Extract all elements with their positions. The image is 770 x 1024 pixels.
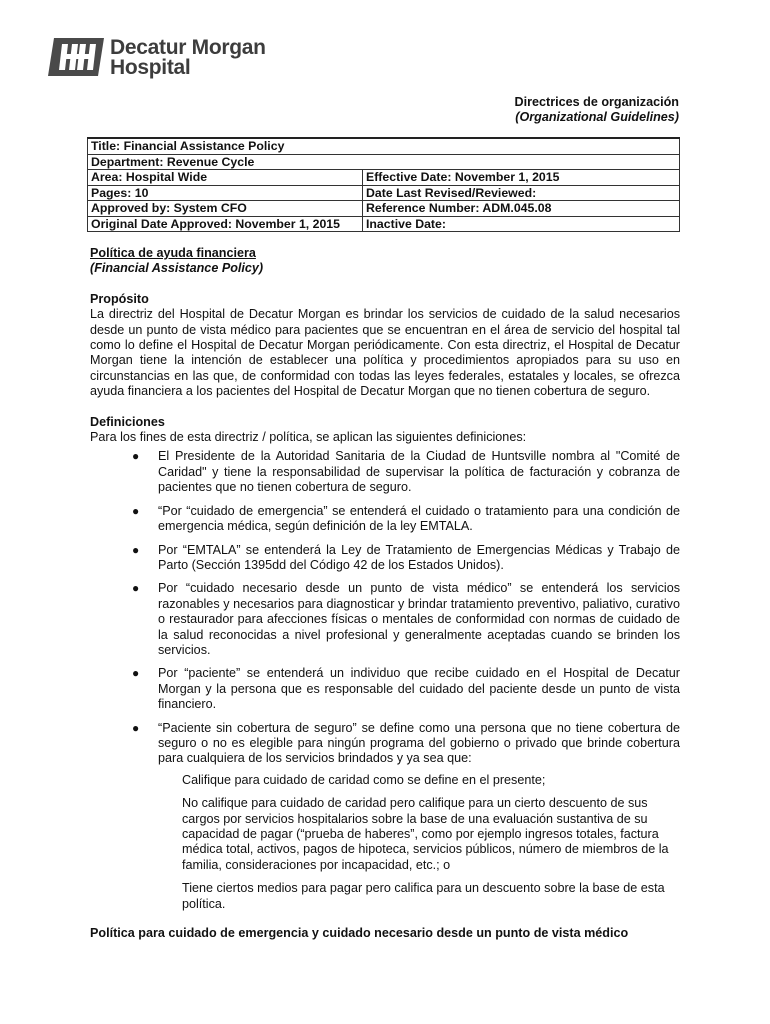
definition-item [132, 581, 680, 658]
policy-metadata-table [87, 137, 680, 232]
section-heading-emergency-care: Política para cuidado de emergencia y cuidado necesario desde un punto de vista médico [90, 926, 629, 941]
meta-department: Department: Revenue Cycle [88, 154, 680, 170]
definition-text: “Por “cuidado de emergencia” se entenderá el cuidado o tratamiento para una condición de emergencia médica, según definición de la ley EMTALA. [158, 503, 680, 534]
policy-title: Política de ayuda financiera [90, 246, 256, 260]
definitions-intro: Para los fines de esta directriz / política, se aplican las siguientes definiciones: [90, 430, 527, 445]
meta-reference-number: Reference Number: ADM.045.08 [363, 201, 680, 217]
policy-subtitle: (Financial Assistance Policy) [90, 261, 264, 276]
meta-effective-date: Effective Date: November 1, 2015 [363, 170, 680, 186]
meta-pages: Pages: 10 [88, 185, 363, 201]
definition-item [132, 542, 680, 574]
guidelines-title-es: Directrices de organización [514, 95, 679, 109]
purpose-paragraph: La directriz del Hospital de Decatur Morgan es brindar los servicios de cuidado de la salud necesarios desde un punto de vista médico para pacientes que se encuentran en el área de servicio del hospital tal como lo define el Hospital de Decatur Morgan periódicamente. Con esta directriz, el Hospital de Decatur Morgan tiene la intención de establecer una política y procedimientos apropiados para su uso en circunstancias en las que, de conformidad con todas las leyes federales, estatales y locales, se ofrezca ayuda financiera a los pacientes del Hospital de Decatur Morgan que no tienen cobertura de seguro. [90, 307, 680, 399]
meta-revised-date: Date Last Revised/Reviewed: [363, 185, 680, 201]
definition-text: Por “cuidado necesario desde un punto de vista médico” se entenderá los servicios razonables y necesarios para diagnosticar y brindar tratamiento preventivo, paliativo, curativo o restaurador para afecciones físicas o mentales de conformidad con normas de cuidado de la salud reconocidas a nivel profesional y generalmente aceptadas cuando se brinden los servicios. [158, 581, 680, 657]
logo-line-1: Decatur Morgan [110, 36, 266, 59]
bullet-icon: ● [132, 666, 140, 681]
definition-text: El Presidente de la Autoridad Sanitaria de la Ciudad de Huntsville nombra al "Comité de Caridad" y tiene la responsabilidad de supervisar la política de facturación y cobranza de pacientes que no tienen cobertura de seguro. [158, 449, 680, 495]
hospital-logo [48, 38, 308, 82]
guidelines-header [515, 95, 679, 126]
definition-text: “Paciente sin cobertura de seguro” se define como una persona que no tiene cobertura de seguro o no es elegible para ningún programa del gobierno o privado que brinde cobertura para cualquiera de los servicios brindados y ya sea que: [158, 720, 680, 766]
sub-item: No califique para cuidado de caridad pero califique para un cierto descuento de sus cargos por servicios hospitalarios sobre la base de una evaluación sustantiva de su capacidad de pagar (“prueba de haberes”, como por ejemplo ingresos totales, factura médica total, activos, pagos de hipoteca, servicios públicos, número de miembros de la familia, consideraciones por incapacidad, etc.; o [182, 796, 669, 872]
meta-original-date: Original Date Approved: November 1, 2015 [88, 216, 363, 232]
meta-area: Area: Hospital Wide [88, 170, 363, 186]
sub-item: Califique para cuidado de caridad como se define en el presente; [182, 772, 546, 787]
sub-item: Tiene ciertos medios para pagar pero califica para un descuento sobre la base de esta política. [182, 881, 665, 911]
bullet-icon: ● [132, 503, 140, 518]
definition-item [132, 503, 680, 535]
definitions-heading: Definiciones [90, 414, 165, 429]
definition-item [132, 666, 680, 712]
definition-text: Por “EMTALA” se entenderá la Ley de Tratamiento de Emergencias Médicas y Trabajo de Parto (Sección 1395dd del Código 42 de los Estados Unidos). [158, 542, 680, 572]
document-body [90, 246, 680, 941]
hospital-logo-icon [48, 38, 104, 76]
uninsured-sub-items [90, 773, 680, 912]
logo-line-2: Hospital [110, 56, 191, 79]
definitions-list [90, 449, 680, 766]
meta-approved-by: Approved by: System CFO [88, 201, 363, 217]
meta-inactive-date: Inactive Date: [363, 216, 680, 232]
purpose-heading: Propósito [90, 291, 149, 306]
bullet-icon: ● [132, 542, 140, 557]
logo-wordmark [110, 38, 266, 78]
definition-text: Por “paciente” se entenderá un individuo que recibe cuidado en el Hospital de Decatur Morgan y la persona que es responsable del cuidado del paciente desde un punto de vista financiero. [158, 666, 680, 712]
definition-item [132, 720, 680, 767]
bullet-icon: ● [132, 581, 140, 596]
meta-title: Title: Financial Assistance Policy [88, 138, 680, 154]
bullet-icon: ● [132, 449, 140, 464]
bullet-icon: ● [132, 720, 140, 735]
guidelines-title-en: (Organizational Guidelines) [515, 110, 679, 125]
definition-item [132, 449, 680, 495]
